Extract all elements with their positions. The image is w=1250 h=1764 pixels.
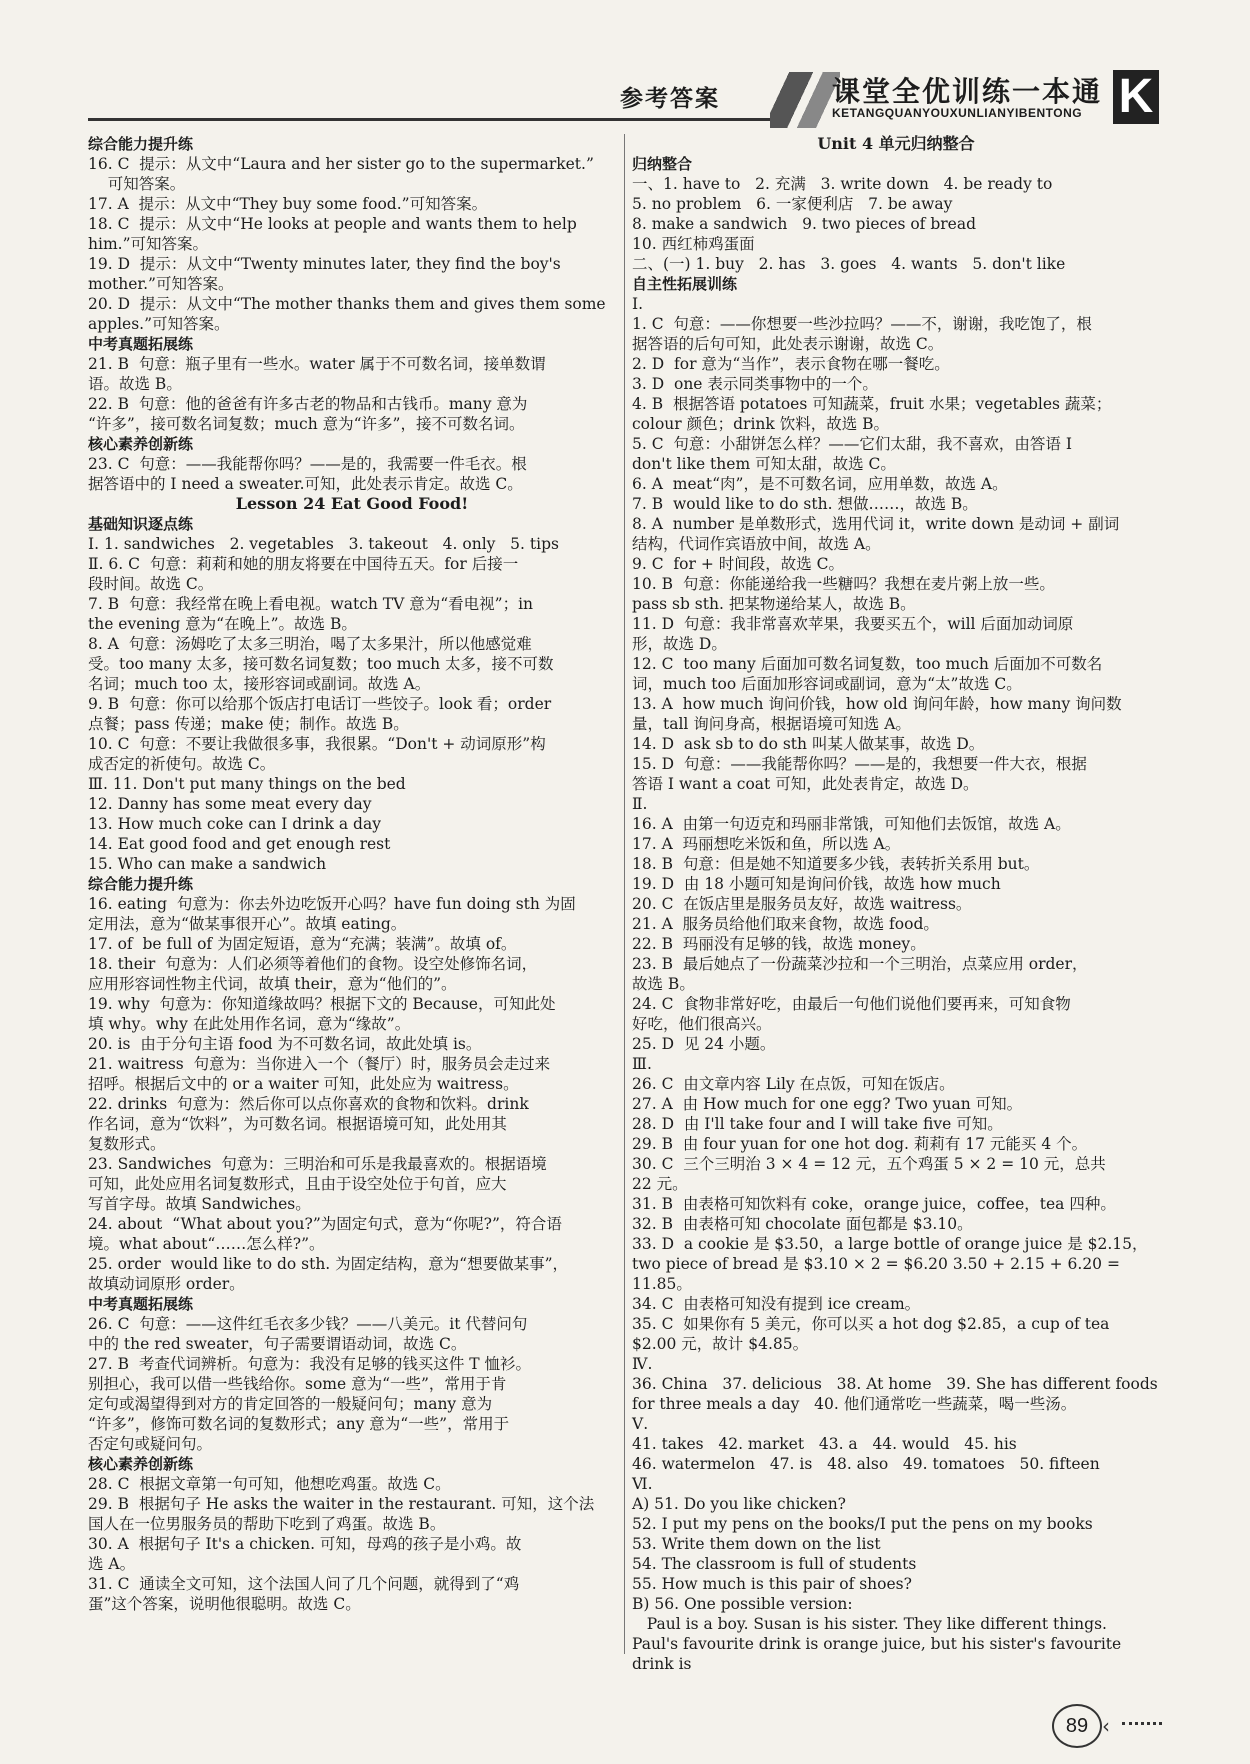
answer-line: the evening 意为“在晚上”。故选 B。 bbox=[88, 615, 357, 633]
k-logo: K bbox=[1113, 70, 1159, 124]
answer-line: 故选 B。 bbox=[632, 975, 695, 993]
answer-line: Ⅱ. bbox=[632, 795, 648, 813]
answer-line: 15. Who can make a sandwich bbox=[88, 855, 327, 873]
section-heading: 基础知识逐点练 bbox=[88, 515, 194, 533]
answer-line: B) 56. One possible version: bbox=[632, 1595, 853, 1613]
answer-line: 28. D 由 I'll take four and I will take five 可知。 bbox=[632, 1115, 1003, 1133]
answer-line: 4. B 根据答语 potatoes 可知蔬菜，fruit 水果；vegetables 蔬菜； bbox=[632, 395, 1112, 413]
answer-line: 词，much too 后面加形容词或副词，意为“太”故选 C。 bbox=[632, 675, 1022, 693]
section-heading: 综合能力提升练 bbox=[88, 875, 194, 893]
answer-line: 可知答案。 bbox=[88, 175, 186, 193]
left-column bbox=[88, 134, 616, 1614]
answer-line: 应用形容词性物主代词，故填 their，意为“他们的”。 bbox=[88, 975, 457, 993]
page-number: 89 bbox=[1052, 1704, 1102, 1748]
answer-line: 量，tall 询问身高，根据语境可知选 A。 bbox=[632, 715, 911, 733]
answer-line: Ⅴ. bbox=[632, 1415, 649, 1433]
lesson-title: Lesson 24 Eat Good Food! bbox=[235, 494, 469, 513]
answer-line: 25. order would like to do sth. 为固定结构，意为“想要做某事”， bbox=[88, 1255, 569, 1273]
answer-line: 9. C for + 时间段，故选 C。 bbox=[632, 555, 845, 573]
answer-line: 可知，此处应用名词复数形式，且由于设空处位于句首，应大 bbox=[88, 1175, 507, 1193]
answer-line: 28. C 根据文章第一句可知，他想吃鸡蛋。故选 C。 bbox=[88, 1475, 451, 1493]
answer-line: 点餐；pass 传递；make 使；制作。故选 B。 bbox=[88, 715, 409, 733]
page-header bbox=[0, 0, 1250, 130]
answer-line: 16. A 由第一句迈克和玛丽非常饿，可知他们去饭馆，故选 A。 bbox=[632, 815, 1071, 833]
answer-line: 29. B 由 four yuan for one hot dog. 莉莉有 17 元能买 4 个。 bbox=[632, 1135, 1088, 1153]
answer-line: for three meals a day 40. 他们通常吃一些蔬菜，喝一些汤。 bbox=[632, 1395, 1077, 1413]
answer-line: 14. D ask sb to do sth 叫某人做某事，故选 D。 bbox=[632, 735, 985, 753]
answer-line: 13. A how much 询问价钱，how old 询问年龄，how many 询问数 bbox=[632, 695, 1122, 713]
column-divider bbox=[624, 134, 625, 1654]
dotted-decoration bbox=[1122, 1722, 1162, 1725]
answer-line: 招呼。根据后文中的 or a waiter 可知，此处应为 waitress。 bbox=[88, 1075, 519, 1093]
answer-line: 21. A 服务员给他们取来食物，故选 food。 bbox=[632, 915, 939, 933]
answer-line: 12. Danny has some meat every day bbox=[88, 795, 372, 813]
answer-line: 9. B 句意：你可以给那个饭店打电话订一些饺子。look 看；order bbox=[88, 695, 552, 713]
answer-line: 8. A number 是单数形式，选用代词 it，write down 是动词 + 副词 bbox=[632, 515, 1120, 533]
answer-line: 21. B 句意：瓶子里有一些水。water 属于不可数名词，接单数谓 bbox=[88, 355, 546, 373]
answer-line: 14. Eat good food and get enough rest bbox=[88, 835, 391, 853]
section-heading: 归纳整合 bbox=[632, 155, 693, 173]
answer-line: 31. C 通读全文可知，这个法国人问了几个问题，就得到了“鸡 bbox=[88, 1575, 520, 1593]
answer-line: 25. D 见 24 小题。 bbox=[632, 1035, 776, 1053]
answer-line: Ⅲ. 11. Don't put many things on the bed bbox=[88, 775, 406, 793]
answer-line: 语。故选 B。 bbox=[88, 375, 182, 393]
answer-line: 32. B 由表格可知 chocolate 面包都是 $3.10。 bbox=[632, 1215, 973, 1233]
answer-line: 26. C 句意：——这件红毛衣多少钱？——八美元。it 代替问句 bbox=[88, 1315, 528, 1333]
answer-line: 19. D 提示：从文中“Twenty minutes later, they find the boy's bbox=[88, 255, 561, 273]
answer-line: 17. A 提示：从文中“They buy some food.”可知答案。 bbox=[88, 195, 488, 213]
answer-line: 41. takes 42. market 43. a 44. would 45. his bbox=[632, 1435, 1017, 1453]
answer-line: 17. of be full of 为固定短语，意为“充满；装满”。故填 of。 bbox=[88, 935, 517, 953]
answer-line: 18. their 句意为：人们必须等着他们的食物。设空处修饰名词， bbox=[88, 955, 538, 973]
answer-line: 国人在一位男服务员的帮助下吃到了鸡蛋。故选 B。 bbox=[88, 1515, 446, 1533]
answer-line: colour 颜色；drink 饮料，故选 B。 bbox=[632, 415, 890, 433]
answer-line: 23. Sandwiches 句意为：三明治和可乐是我最喜欢的。根据语境 bbox=[88, 1155, 547, 1173]
answer-line: 18. B 句意：但是她不知道要多少钱，表转折关系用 but。 bbox=[632, 855, 1040, 873]
answer-line: 30. C 三个三明治 3 × 4 = 12 元，五个鸡蛋 5 × 2 = 10 元，总共 bbox=[632, 1155, 1106, 1173]
answer-line: 23. C 句意：——我能帮你吗？——是的，我需要一件毛衣。根 bbox=[88, 455, 527, 473]
answer-line: 8. make a sandwich 9. two pieces of bread bbox=[632, 215, 977, 233]
section-heading: 综合能力提升练 bbox=[88, 135, 194, 153]
answer-line: 复数形式。 bbox=[88, 1135, 166, 1153]
answer-line: Ⅳ. bbox=[632, 1355, 653, 1373]
answer-line: 11.85。 bbox=[632, 1275, 692, 1293]
answer-line: 境。what about“……怎么样?”。 bbox=[88, 1235, 325, 1253]
section-heading: 核心素养创新练 bbox=[88, 1455, 194, 1473]
answer-line: 形，故选 D。 bbox=[632, 635, 727, 653]
answer-line: 24. about “What about you?”为固定句式，意为“你呢?”，符合语 bbox=[88, 1215, 562, 1233]
answer-line: 段时间。故选 C。 bbox=[88, 575, 214, 593]
answer-line: 46. watermelon 47. is 48. also 49. tomatoes 50. fifteen bbox=[632, 1455, 1100, 1473]
answer-line: 21. waitress 句意为：当你进入一个（餐厅）时，服务员会走过来 bbox=[88, 1055, 551, 1073]
answer-line: 22. B 句意：他的爸爸有许多古老的物品和古钱币。many 意为 bbox=[88, 395, 528, 413]
answer-line: 30. A 根据句子 It's a chicken. 可知，母鸡的孩子是小鸡。故 bbox=[88, 1535, 522, 1553]
answer-line: mother.”可知答案。 bbox=[88, 275, 234, 293]
answer-line: 作名词，意为“饮料”，为可数名词。根据语境可知，此处用其 bbox=[88, 1115, 507, 1133]
answer-line: 7. B 句意：我经常在晚上看电视。watch TV 意为“看电视”；in bbox=[88, 595, 534, 613]
answer-line: 6. A meat“肉”，是不可数名词，应用单数，故选 A。 bbox=[632, 475, 1008, 493]
answer-line: 52. I put my pens on the books/I put the pens on my books bbox=[632, 1515, 1093, 1533]
answer-line: 27. A 由 How much for one egg? Two yuan 可知。 bbox=[632, 1095, 1023, 1113]
answer-line: 55. How much is this pair of shoes? bbox=[632, 1575, 912, 1593]
answer-line: $2.00 元，故计 $4.85。 bbox=[632, 1335, 809, 1353]
answer-line: 22 元。 bbox=[632, 1175, 688, 1193]
answer-line: two piece of bread 是 $3.10 × 2 = $6.20 3.50 + 2.15 + 6.20 = bbox=[632, 1255, 1120, 1273]
answer-line: 54. The classroom is full of students bbox=[632, 1555, 917, 1573]
answer-line: 10. 西红柿鸡蛋面 bbox=[632, 235, 755, 253]
right-column bbox=[632, 134, 1160, 1674]
answer-line: 名词；much too 太，接形容词或副词。故选 A。 bbox=[88, 675, 431, 693]
answer-line: 结构，代词作宾语放中间，故选 A。 bbox=[632, 535, 881, 553]
answer-line: 31. B 由表格可知饮料有 coke，orange juice，coffee，tea 四种。 bbox=[632, 1195, 1116, 1213]
answer-line: 别担心，我可以借一些钱给你。some 意为“一些”，常用于肯 bbox=[88, 1375, 507, 1393]
answer-line: 成否定的祈使句。故选 C。 bbox=[88, 755, 276, 773]
answer-line: 5. no problem 6. 一家便利店 7. be away bbox=[632, 195, 953, 213]
answer-line: 10. C 句意：不要让我做很多事，我很累。“Don't + 动词原形”构 bbox=[88, 735, 546, 753]
answer-line: 10. B 句意：你能递给我一些糖吗？我想在麦片粥上放一些。 bbox=[632, 575, 1055, 593]
answer-line: Ⅰ. bbox=[632, 295, 644, 313]
answer-line: 20. C 在饭店里是服务员友好，故选 waitress。 bbox=[632, 895, 972, 913]
header-stripe-decoration bbox=[770, 72, 840, 128]
answer-line: 27. B 考查代词辨析。句意为：我没有足够的钱买这件 T 恤衫。 bbox=[88, 1355, 532, 1373]
answer-line: Ⅲ. bbox=[632, 1055, 652, 1073]
answer-line: 11. D 句意：我非常喜欢苹果，我要买五个，will 后面加动词原 bbox=[632, 615, 1074, 633]
lesson-title: Unit 4 单元归纳整合 bbox=[817, 134, 975, 153]
answer-line: 定句或渴望得到对方的肯定回答的一般疑问句；many 意为 bbox=[88, 1395, 493, 1413]
answer-line: Ⅰ. 1. sandwiches 2. vegetables 3. takeout 4. only 5. tips bbox=[88, 535, 559, 553]
section-heading: 中考真题拓展练 bbox=[88, 335, 194, 353]
answer-line: 8. A 句意：汤姆吃了太多三明治，喝了太多果汁，所以他感觉难 bbox=[88, 635, 532, 653]
answer-line: 20. is 由于分句主语 food 为不可数名词，故此处填 is。 bbox=[88, 1035, 482, 1053]
answer-line: 23. B 最后她点了一份蔬菜沙拉和一个三明治，点菜应用 order， bbox=[632, 955, 1088, 973]
answer-line: 20. D 提示：从文中“The mother thanks them and gives them some bbox=[88, 295, 606, 313]
chevron-left-icon: ‹ bbox=[1102, 1714, 1110, 1738]
answer-line: 据答语中的 I need a sweater.可知，此处表示肯定。故选 C。 bbox=[88, 475, 523, 493]
header-rule bbox=[88, 118, 778, 121]
answer-line: pass sb sth. 把某物递给某人，故选 B。 bbox=[632, 595, 916, 613]
answer-line: him.”可知答案。 bbox=[88, 235, 208, 253]
answer-line: 填 why。why 在此处用作名词，意为“缘故”。 bbox=[88, 1015, 411, 1033]
answer-line: 33. D a cookie 是 $3.50，a large bottle of orange juice 是 $2.15， bbox=[632, 1235, 1148, 1253]
answer-line: 35. C 如果你有 5 美元，你可以买 a hot dog $2.85，a cup of tea bbox=[632, 1315, 1110, 1333]
section-heading: 核心素养创新练 bbox=[88, 435, 194, 453]
answer-line: 18. C 提示：从文中“He looks at people and wants them to help bbox=[88, 215, 577, 233]
answer-line: 24. C 食物非常好吃，由最后一句他们说他们要再来，可知食物 bbox=[632, 995, 1071, 1013]
answer-line: 7. B would like to do sth. 想做……，故选 B。 bbox=[632, 495, 978, 513]
answer-line: 3. D one 表示同类事物中的一个。 bbox=[632, 375, 878, 393]
answer-line: 22. B 玛丽没有足够的钱，故选 money。 bbox=[632, 935, 926, 953]
answer-line: 34. C 由表格可知没有提到 ice cream。 bbox=[632, 1295, 921, 1313]
answer-line: 故填动词原形 order。 bbox=[88, 1275, 245, 1293]
answer-line: 写首字母。故填 Sandwiches。 bbox=[88, 1195, 311, 1213]
answer-line: 1. C 句意：——你想要一些沙拉吗？——不，谢谢，我吃饱了，根 bbox=[632, 315, 1092, 333]
answer-line: “许多”，接可数名词复数；much 意为“许多”，接不可数名词。 bbox=[88, 415, 525, 433]
answer-line: 26. C 由文章内容 Lily 在点饭，可知在饭店。 bbox=[632, 1075, 955, 1093]
answer-line: 15. D 句意：——我能帮你吗？——是的，我想要一件大衣，根据 bbox=[632, 755, 1087, 773]
answer-line: 5. C 句意：小甜饼怎么样？——它们太甜，我不喜欢，由答语 I bbox=[632, 435, 1072, 453]
answer-line: 选 A。 bbox=[88, 1555, 136, 1573]
answer-line: 2. D for 意为“当作”，表示食物在哪一餐吃。 bbox=[632, 355, 950, 373]
answer-line: apples.”可知答案。 bbox=[88, 315, 230, 333]
answer-line: “许多”，修饰可数名词的复数形式；any 意为“一些”，常用于 bbox=[88, 1415, 510, 1433]
answer-line: 中的 the red sweater，句子需要谓语动词，故选 C。 bbox=[88, 1335, 467, 1353]
brand-pinyin: KETANGQUANYOUXUNLIANYIBENTONG bbox=[832, 106, 1083, 120]
answer-line: 好吃，他们很高兴。 bbox=[632, 1015, 772, 1033]
answer-line: 二、(一) 1. buy 2. has 3. goes 4. wants 5. don't like bbox=[632, 255, 1066, 273]
answer-line: A) 51. Do you like chicken? bbox=[632, 1495, 846, 1513]
answer-line: 22. drinks 句意为：然后你可以点你喜欢的食物和饮料。drink bbox=[88, 1095, 529, 1113]
answer-title: 参考答案 bbox=[620, 85, 720, 112]
answer-line: 据答语的后句可知，此处表示谢谢，故选 C。 bbox=[632, 335, 944, 353]
answer-line: 53. Write them down on the list bbox=[632, 1535, 881, 1553]
answer-line: 13. How much coke can I drink a day bbox=[88, 815, 381, 833]
answer-line: 定用法，意为“做某事很开心”。故填 eating。 bbox=[88, 915, 407, 933]
answer-line: 否定句或疑问句。 bbox=[88, 1435, 213, 1453]
answer-line: 蛋”这个答案，说明他很聪明。故选 C。 bbox=[88, 1595, 361, 1613]
answer-line: 一、1. have to 2. 充满 3. write down 4. be ready to bbox=[632, 175, 1053, 193]
section-heading: 中考真题拓展练 bbox=[88, 1295, 194, 1313]
answer-line: 17. A 玛丽想吃米饭和鱼，所以选 A。 bbox=[632, 835, 901, 853]
answer-line: 12. C too many 后面加可数名词复数，too much 后面加不可数名 bbox=[632, 655, 1103, 673]
answer-line: 受。too many 太多，接可数名词复数；too much 太多，接不可数 bbox=[88, 655, 554, 673]
answer-line: Paul is a boy. Susan is his sister. They like different things. bbox=[632, 1615, 1107, 1633]
answer-line: Ⅱ. 6. C 句意：莉莉和她的朋友将要在中国待五天。for 后接一 bbox=[88, 555, 519, 573]
answer-line: 16. C 提示：从文中“Laura and her sister go to the supermarket.” bbox=[88, 155, 594, 173]
answer-line: Ⅵ. bbox=[632, 1475, 653, 1493]
answer-line: 答语 I want a coat 可知，此处表肯定，故选 D。 bbox=[632, 775, 979, 793]
answer-line: 16. eating 句意为：你去外边吃饭开心吗？have fun doing sth 为固 bbox=[88, 895, 576, 913]
answer-line: Paul's favourite drink is orange juice, but his sister's favourite drink is bbox=[632, 1635, 1127, 1673]
answer-line: 36. China 37. delicious 38. At home 39. She has different foods bbox=[632, 1375, 1158, 1393]
answer-line: 19. why 句意为：你知道缘故吗？根据下文的 Because，可知此处 bbox=[88, 995, 556, 1013]
answer-line: don't like them 可知太甜，故选 C。 bbox=[632, 455, 896, 473]
answer-line: 19. D 由 18 小题可知是询问价钱，故选 how much bbox=[632, 875, 1001, 893]
answer-line: 29. B 根据句子 He asks the waiter in the restaurant. 可知，这个法 bbox=[88, 1495, 595, 1513]
brand-title: 课堂全优训练一本通 bbox=[832, 75, 1103, 108]
section-heading: 自主性拓展训练 bbox=[632, 275, 738, 293]
